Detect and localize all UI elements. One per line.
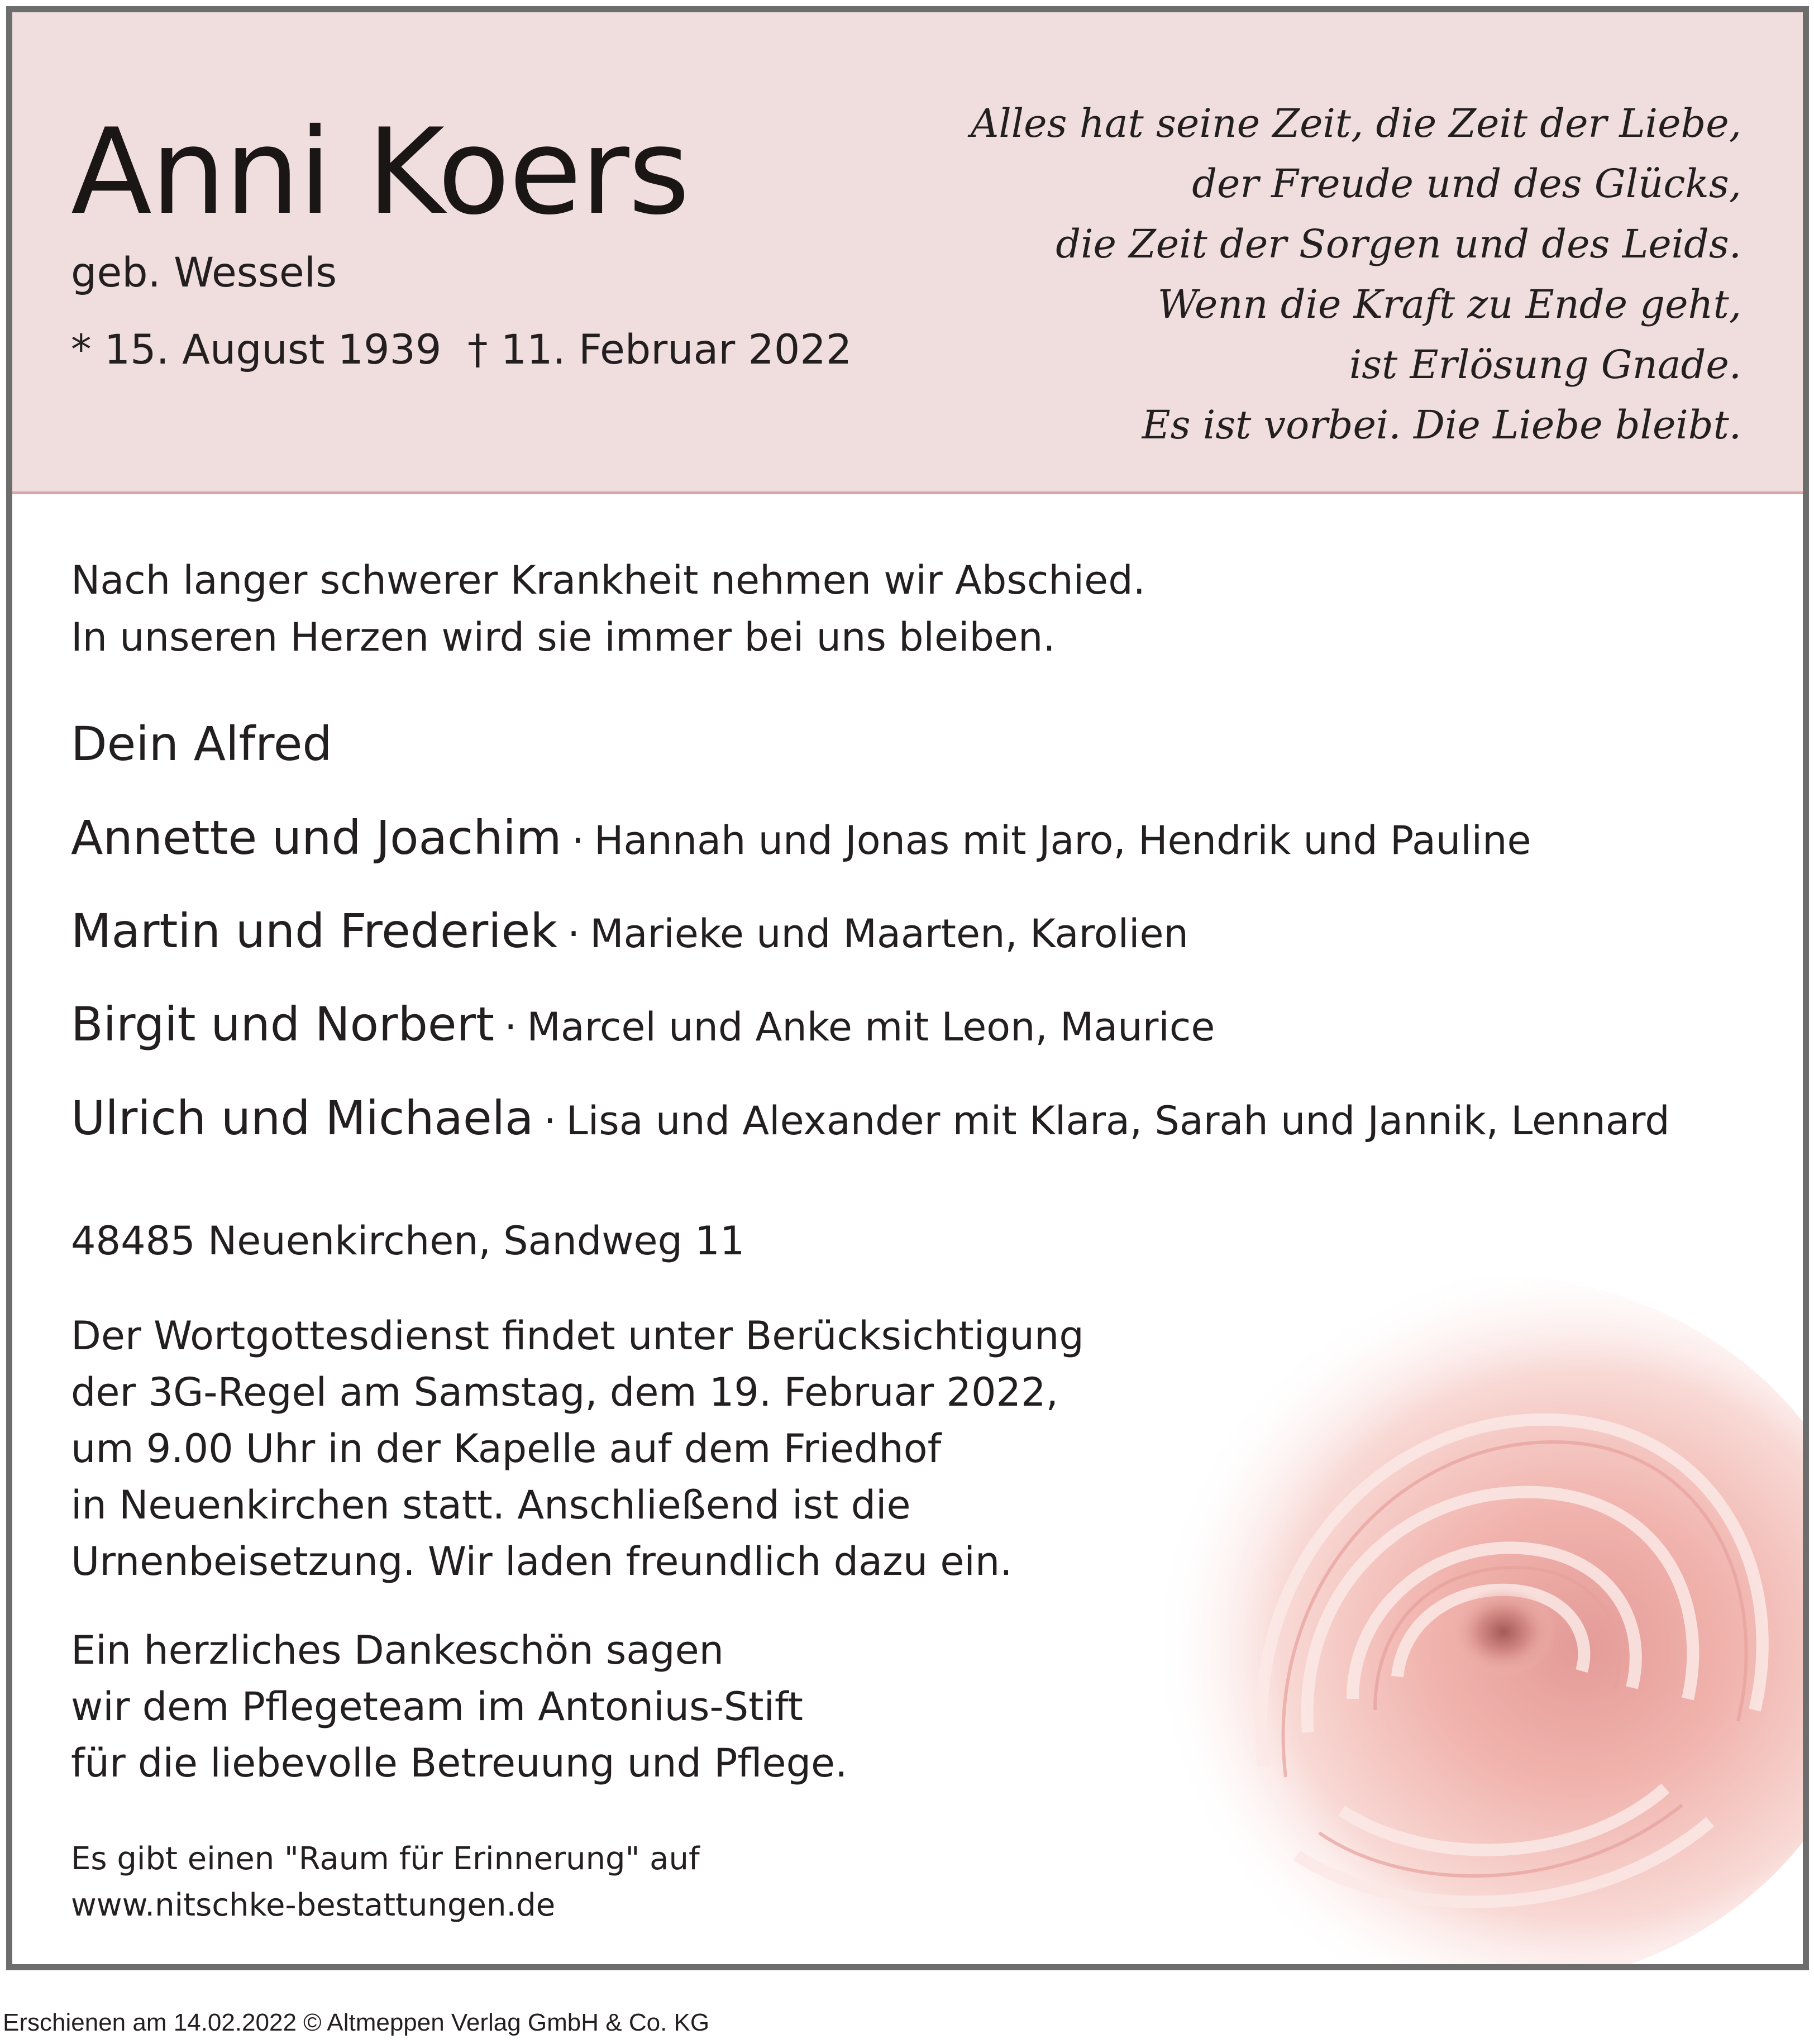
separator-dot: · xyxy=(571,818,584,863)
separator-dot: · xyxy=(504,1004,517,1050)
intro-line: In unseren Herzen wird sie immer bei uns bleiben. xyxy=(71,614,1056,660)
descendants: Hannah und Jonas mit Jaro, Hendrik und Pauline xyxy=(594,818,1531,863)
poem-line: Alles hat seine Zeit, die Zeit der Liebe, xyxy=(970,101,1741,146)
family-row xyxy=(71,810,1531,865)
thanks-line: wir dem Pflegeteam im Antonius-Stift xyxy=(71,1684,803,1730)
thanks-text xyxy=(71,1622,847,1792)
header-band xyxy=(12,12,1803,494)
descendants: Marcel und Anke mit Leon, Maurice xyxy=(527,1004,1215,1050)
service-line: in Neuenkirchen statt. Anschließend ist die xyxy=(71,1482,911,1528)
poem-line: die Zeit der Sorgen und des Leids. xyxy=(1056,221,1741,267)
service-line: Urnenbeisetzung. Wir laden freundlich dazu ein. xyxy=(71,1539,1013,1584)
remembrance-line: Es gibt einen "Raum für Erinnerung" auf xyxy=(71,1841,700,1877)
deceased-name: Anni Koers xyxy=(71,103,689,241)
service-info xyxy=(71,1308,1104,1590)
family-row xyxy=(71,1091,1670,1145)
poem-line: Wenn die Kraft zu Ende geht, xyxy=(1157,281,1741,327)
death-date: † 11. Februar 2022 xyxy=(467,326,852,374)
publication-footer: Erschienen am 14.02.2022 © Altmeppen Verlag GmbH & Co. KG xyxy=(3,2009,710,2036)
family-row xyxy=(71,997,1215,1052)
couple-name: Birgit und Norbert xyxy=(71,997,495,1052)
poem xyxy=(892,93,1741,455)
service-line: der 3G-Regel am Samstag, dem 19. Februar 2022, xyxy=(71,1369,1058,1415)
spouse-name: Dein Alfred xyxy=(71,717,332,771)
family-row xyxy=(71,904,1188,958)
obituary-frame xyxy=(6,6,1809,1970)
remembrance-note xyxy=(71,1836,700,1928)
descendants: Lisa und Alexander mit Klara, Sarah und Jannik, Lennard xyxy=(566,1098,1670,1144)
poem-line: der Freude und des Glücks, xyxy=(1192,161,1741,207)
couple-name: Ulrich und Michaela xyxy=(71,1091,534,1145)
descendants: Marieke und Maarten, Karolien xyxy=(590,911,1188,957)
couple-name: Annette und Joachim xyxy=(71,810,562,865)
remembrance-url[interactable]: www.nitschke-bestattungen.de xyxy=(71,1887,556,1923)
service-line: Der Wortgottesdienst findet unter Berücksichtigung xyxy=(71,1313,1084,1359)
address: 48485 Neuenkirchen, Sandweg 11 xyxy=(71,1218,745,1264)
thanks-line: für die liebevolle Betreuung und Pflege. xyxy=(71,1740,848,1786)
intro-line: Nach langer schwerer Krankheit nehmen wir Abschied. xyxy=(71,557,1145,603)
separator-dot: · xyxy=(567,911,580,957)
poem-line: Es ist vorbei. Die Liebe bleibt. xyxy=(1142,402,1741,448)
poem-line: ist Erlösung Gnade. xyxy=(1349,342,1741,388)
intro-text xyxy=(71,552,1145,666)
couple-name: Martin und Frederiek xyxy=(71,904,557,958)
separator-dot: · xyxy=(543,1098,556,1144)
service-line: um 9.00 Uhr in der Kapelle auf dem Friedhof xyxy=(71,1426,942,1472)
thanks-line: Ein herzliches Dankeschön sagen xyxy=(71,1627,724,1673)
maiden-name: geb. Wessels xyxy=(71,249,337,297)
birth-date: * 15. August 1939 xyxy=(71,326,442,374)
